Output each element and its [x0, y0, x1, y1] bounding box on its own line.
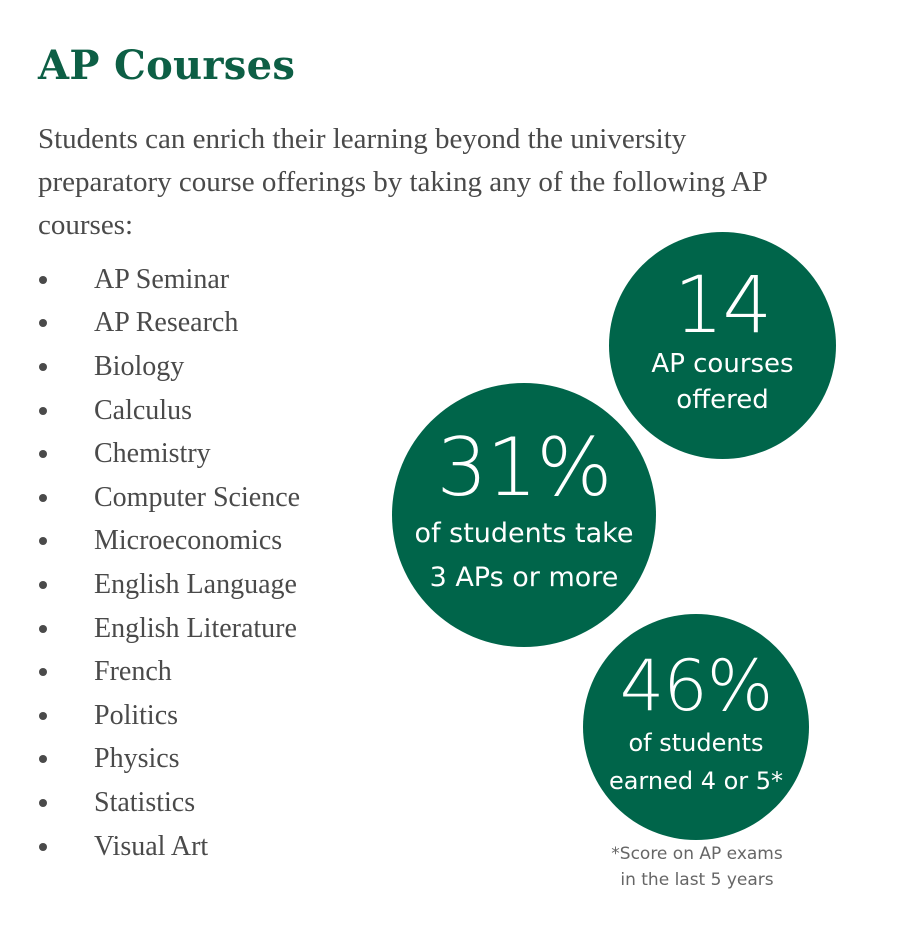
course-name: Physics [94, 743, 180, 775]
course-list [38, 258, 300, 868]
course-name: Microeconomics [94, 525, 283, 557]
stat-label-line-1: of students [628, 728, 764, 757]
bullet-icon [39, 712, 47, 720]
stat-circle-score-4-or-5 [583, 614, 809, 840]
course-name: AP Research [94, 307, 239, 339]
bullet-icon [39, 494, 47, 502]
bullet-icon [39, 799, 47, 807]
bullet-icon [39, 363, 47, 371]
list-item [38, 563, 300, 607]
page-title: AP Courses [38, 42, 296, 89]
bullet-icon [39, 755, 47, 763]
course-name: AP Seminar [94, 263, 230, 295]
course-name: French [94, 656, 172, 688]
stat-label-line-1: of students take [414, 517, 634, 549]
intro-paragraph: Students can enrich their learning beyond the university preparatory course offerings by taking any of the following AP courses: [38, 123, 767, 241]
stat-label-line-2: offered [676, 384, 769, 415]
stat-label-line-2: earned 4 or 5* [608, 767, 784, 795]
list-item [38, 432, 300, 476]
stat-label-line-1: AP courses [651, 349, 794, 380]
bullet-icon [39, 581, 47, 589]
bullet-icon [39, 319, 47, 327]
course-name: Politics [94, 699, 179, 731]
list-item [38, 781, 300, 825]
list-item [38, 694, 300, 738]
footnote-line-1: *Score on AP exams [611, 844, 783, 864]
stat-circle-three-or-more [392, 383, 656, 647]
course-name: Chemistry [94, 438, 211, 470]
list-item [38, 345, 300, 389]
course-name: Calculus [94, 394, 192, 426]
footnote [590, 841, 804, 893]
bullet-icon [39, 625, 47, 633]
stat-circle-courses-offered [609, 232, 836, 459]
list-item [38, 825, 300, 869]
course-name: English Literature [94, 612, 297, 644]
bullet-icon [39, 276, 47, 284]
list-item [38, 389, 300, 433]
list-item [38, 738, 300, 782]
bullet-icon [39, 843, 47, 851]
bullet-icon [39, 668, 47, 676]
course-name: Computer Science [94, 481, 301, 513]
stat-value: 31% [436, 420, 612, 514]
course-name: Biology [94, 350, 185, 382]
course-name: English Language [94, 568, 297, 600]
list-item [38, 476, 300, 520]
list-item [38, 520, 300, 564]
list-item [38, 302, 300, 346]
bullet-icon [39, 407, 47, 415]
bullet-icon [39, 537, 47, 545]
footnote-line-2: in the last 5 years [620, 870, 774, 890]
course-name: Statistics [94, 786, 196, 818]
bullet-icon [39, 450, 47, 458]
stat-value: 46% [619, 644, 773, 727]
list-item [38, 258, 300, 302]
course-name: Visual Art [94, 830, 209, 862]
stat-value: 14 [673, 261, 772, 352]
list-item [38, 650, 300, 694]
list-item [38, 607, 300, 651]
stat-label-line-2: 3 APs or more [429, 562, 619, 593]
